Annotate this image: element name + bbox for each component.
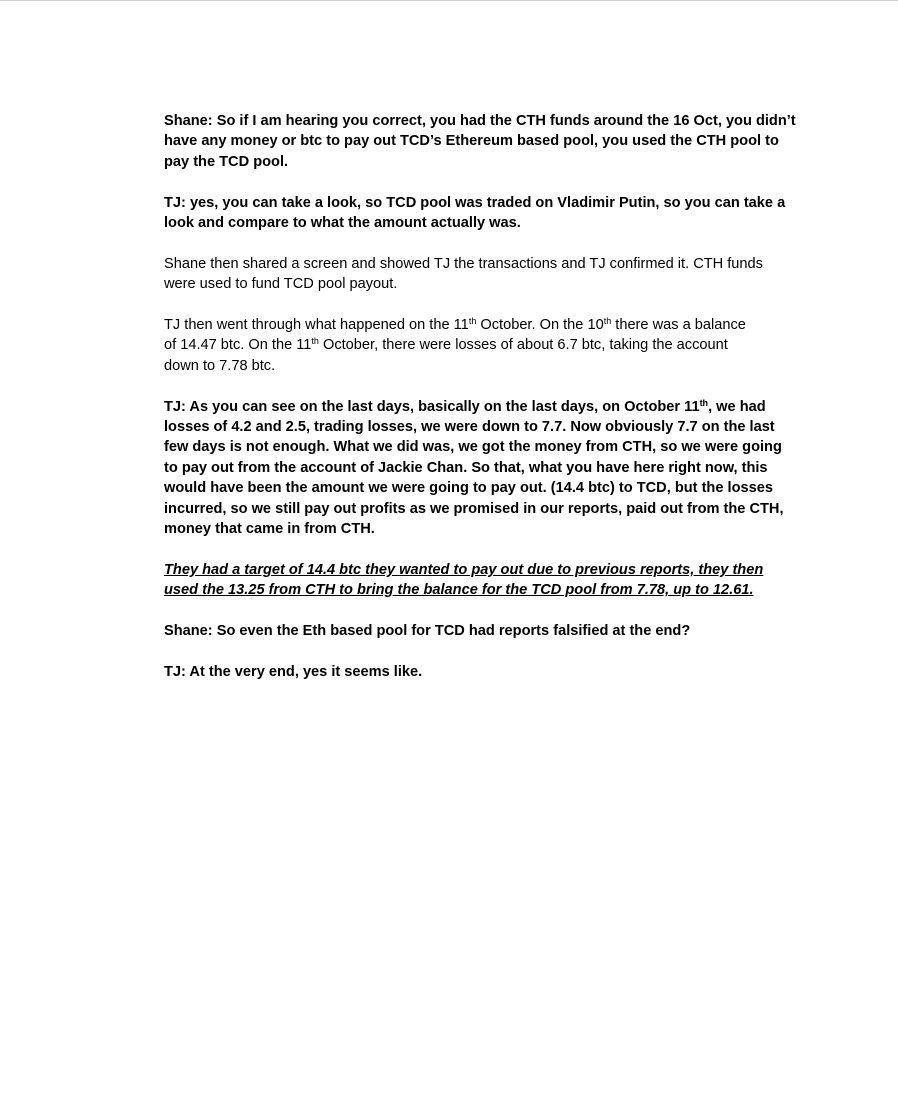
text-line: losses of 4.2 and 2.5, trading losses, we were down to 7.7. Now obviously 7.7 on the last (164, 419, 775, 436)
text-segment: TJ then went through what happened on the 11 (164, 317, 469, 334)
ordinal-suffix: th (311, 336, 319, 347)
text-line (164, 315, 794, 335)
ordinal-suffix: th (699, 397, 709, 408)
paragraph-shane-question-1 (164, 111, 794, 172)
paragraph-narration-screen-share (164, 254, 794, 295)
text-line: have any money or btc to pay out TCD’s Ethereum based pool, you used the CTH pool to (164, 133, 779, 150)
paragraph-tj-answer-3 (164, 662, 794, 682)
paragraph-tj-answer-1 (164, 193, 794, 234)
text-segment: October, there were losses of about 6.7 btc, taking the account (318, 337, 728, 354)
text-line: TJ: yes, you can take a look, so TCD pool was traded on Vladimir Putin, so you can take a (164, 194, 786, 211)
paragraph-tj-answer-2 (164, 397, 794, 540)
text-line: incurred, so we still pay out profits as we promised in our reports, paid out from the CTH, (164, 500, 784, 517)
paragraph-shane-question-2 (164, 621, 794, 641)
text-line (164, 335, 794, 355)
text-line: They had a target of 14.4 btc they wanted to pay out due to previous reports, they then (164, 561, 764, 578)
text-line: few days is not enough. What we did was, we got the money from CTH, so we were going (164, 439, 782, 456)
text-segment: there was a balance (611, 317, 746, 334)
ordinal-suffix: th (468, 316, 477, 327)
text-line: down to 7.78 btc. (164, 357, 276, 374)
text-line: used the 13.25 from CTH to bring the balance for the TCD pool from 7.78, up to 12.61. (164, 582, 754, 599)
ordinal-suffix: th (603, 316, 612, 327)
text-line (164, 397, 794, 417)
text-segment: of 14.47 btc. On the 11 (164, 337, 312, 354)
text-line: pay the TCD pool. (164, 153, 289, 170)
text-line: would have been the amount we were going to pay out. (14.4 btc) to TCD, but the losses (164, 480, 773, 497)
text-line: to pay out from the account of Jackie Chan. So that, what you have here right now, this (164, 459, 768, 476)
text-segment: October. On the 10 (476, 317, 604, 334)
text-line: Shane: So even the Eth based pool for TCD had reports falsified at the end? (164, 623, 691, 640)
text-line: money that came in from CTH. (164, 521, 375, 538)
text-line: were used to fund TCD pool payout. (164, 276, 398, 293)
text-line: Shane then shared a screen and showed TJ the transactions and TJ confirmed it. CTH funds (164, 255, 763, 272)
text-line: look and compare to what the amount actually was. (164, 215, 521, 232)
text-segment: TJ: As you can see on the last days, basically on the last days, on October 11 (164, 398, 700, 415)
text-line: Shane: So if I am hearing you correct, you had the CTH funds around the 16 Oct, you didn’t (164, 113, 796, 129)
paragraph-analyst-note (164, 560, 794, 601)
text-segment: , we had (708, 398, 766, 415)
text-line: TJ: At the very end, yes it seems like. (164, 663, 423, 680)
paragraph-narration-october (164, 315, 794, 376)
document-body (164, 111, 794, 703)
